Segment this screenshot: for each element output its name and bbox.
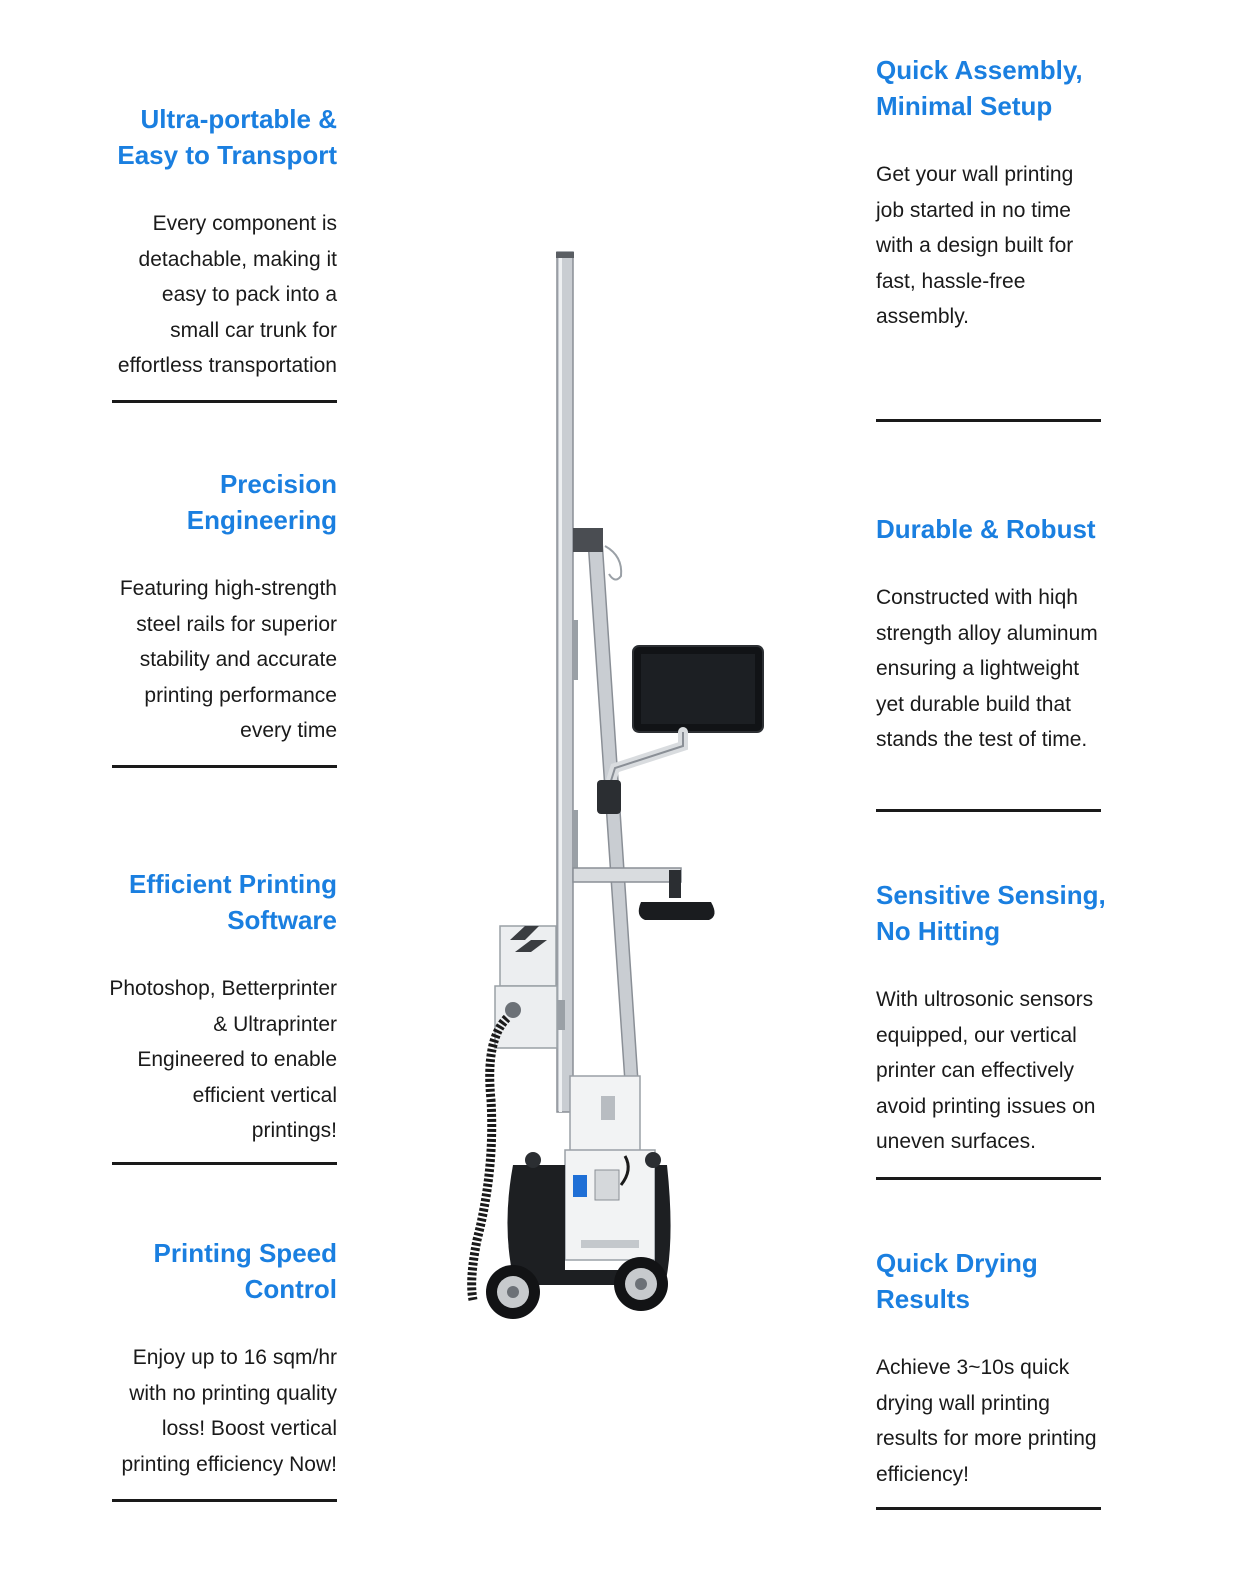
divider	[876, 809, 1101, 812]
feature-title: Efficient Printing Software	[129, 869, 337, 935]
feature-text: Featuring high-strength steel rails for superior stability and accurate printing performance every time	[119, 577, 337, 742]
feature-text: With ultrosonic sensors equipped, our vertical printer can effectively avoid printing issues on uneven surfaces.	[876, 988, 1096, 1153]
wheel-left	[486, 1265, 540, 1319]
feature-efficient-software	[37, 866, 337, 1149]
keyboard-tray	[639, 902, 715, 920]
keyboard-bracket	[573, 868, 681, 882]
divider	[876, 1177, 1101, 1180]
feature-title: Durable & Robust	[876, 514, 1096, 544]
divider	[112, 765, 337, 768]
feature-quick-drying	[876, 1245, 1176, 1492]
feature-title: Sensitive Sensing, No Hitting	[876, 880, 1106, 946]
feature-durable-robust	[876, 511, 1176, 758]
feature-sensitive-sensing	[876, 877, 1176, 1160]
feature-title: Ultra-portable & Easy to Transport	[117, 104, 337, 170]
divider	[112, 400, 337, 403]
divider	[876, 1507, 1101, 1510]
feature-speed-control	[37, 1235, 337, 1482]
divider	[112, 1162, 337, 1165]
feature-text: Constructed with hiqh strength alloy aluminum ensuring a lightweight yet durable build that stands the test of time.	[876, 586, 1098, 751]
feature-title: Precision Engineering	[186, 469, 337, 535]
feature-quick-assembly	[876, 52, 1176, 335]
feature-title: Quick Drying Results	[876, 1248, 1038, 1314]
feature-text: Achieve 3~10s quick drying wall printing results for more printing efficiency!	[876, 1356, 1097, 1486]
feature-text: Get your wall printing job started in no time with a design built for fast, hassle-free assembly.	[876, 163, 1074, 328]
feature-ultra-portable	[37, 101, 337, 384]
divider	[112, 1499, 337, 1502]
coiled-cable	[472, 1018, 507, 1300]
feature-title: Printing Speed Control	[153, 1238, 337, 1304]
feature-title: Quick Assembly, Minimal Setup	[876, 55, 1083, 121]
feature-text: Every component is detachable, making it easy to pack into a small car trunk for effortless transportation	[117, 212, 337, 377]
vertical-printer-illustration	[455, 240, 785, 1330]
divider	[876, 419, 1101, 422]
feature-text: Photoshop, Betterprinter & Ultraprinter Engineered to enable efficient vertical printings!	[109, 977, 337, 1142]
feature-text: Enjoy up to 16 sqm/hr with no printing quality loss! Boost vertical printing efficiency Now!	[121, 1346, 337, 1476]
wheel-right	[614, 1257, 668, 1311]
feature-precision-engineering	[37, 466, 337, 749]
